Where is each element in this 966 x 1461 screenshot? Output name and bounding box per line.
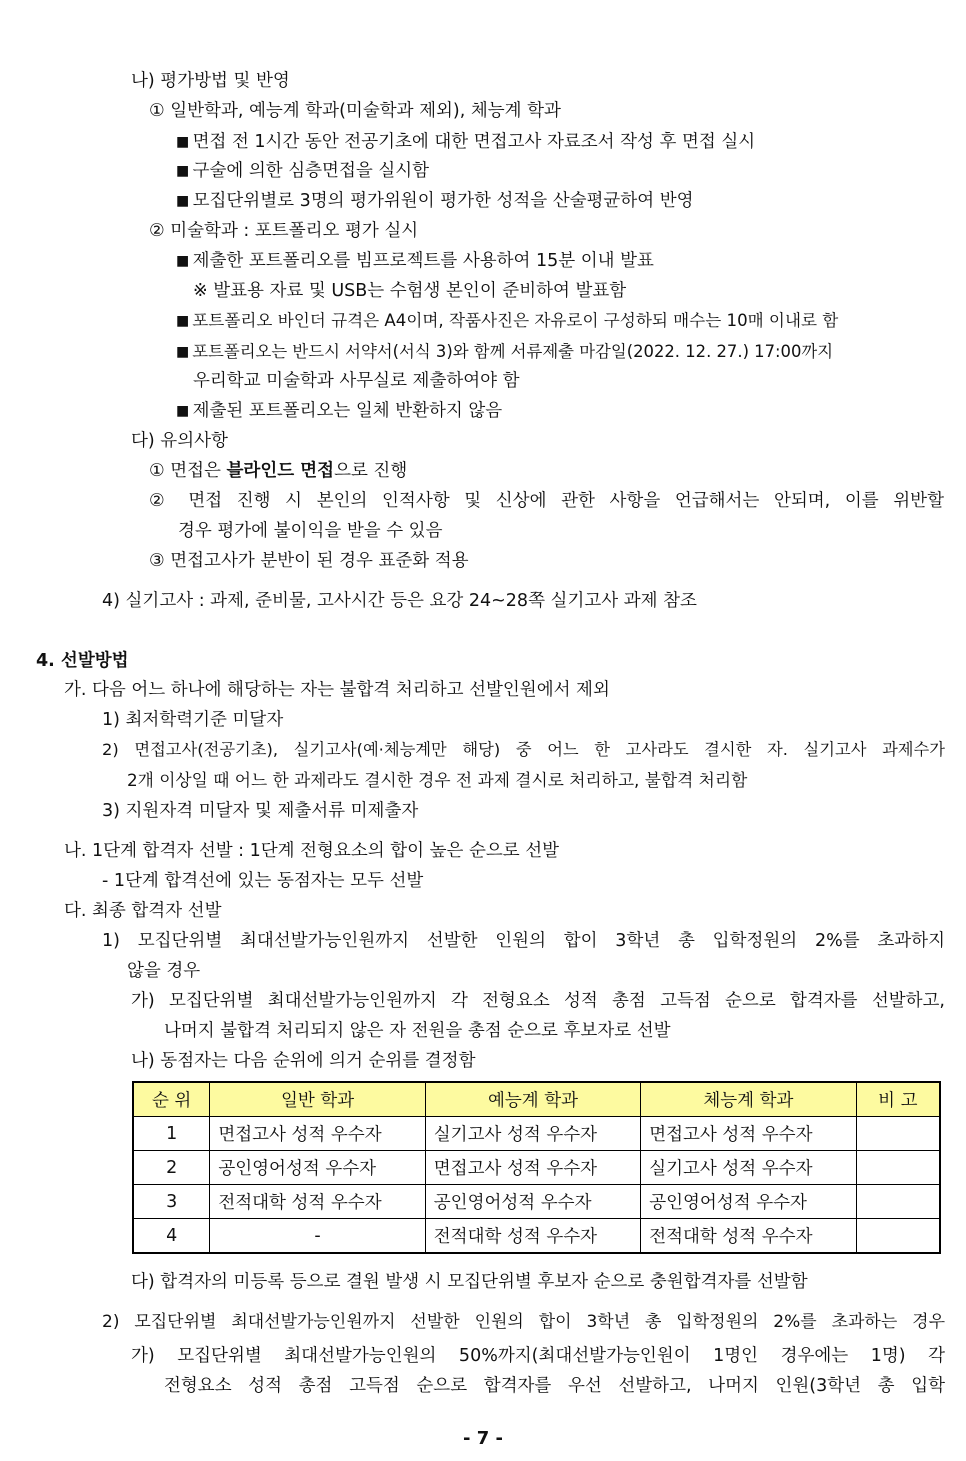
list-item: ■ 면접 전 1시간 동안 전공기초에 대한 면접고사 자료조서 작성 후 면접 실시 (176, 132, 756, 152)
caution-item-continuation: 경우 평가에 불이익을 받을 수 있음 (178, 521, 443, 541)
header-remarks: 비 고 (856, 1082, 940, 1117)
table-row (133, 1185, 940, 1219)
blind-interview-emphasis: 블라인드 면접 (226, 461, 335, 481)
list-item: ■ 모집단위별로 3명의 평가위원이 평가한 성적을 산술평균하여 반영 (176, 191, 694, 211)
remarks-cell (856, 1117, 940, 1151)
bullet-square-icon: ■ (176, 344, 190, 360)
header-arts-dept: 예능계 학과 (425, 1082, 640, 1117)
table-row (133, 1117, 940, 1151)
table-row (133, 1151, 940, 1185)
list-item-continuation: 2개 이상일 때 어느 한 과제라도 결시한 경우 전 과제 결시로 처리하고, 불합격 처리함 (127, 770, 748, 790)
list-item: 1) 최저학력기준 미달자 (102, 710, 284, 730)
list-item: 3) 지원자격 미달자 및 제출서류 미제출자 (102, 801, 419, 821)
rank-cell: 1 (133, 1117, 210, 1151)
table-cell: 면접고사 성적 우수자 (425, 1151, 640, 1185)
table-cell: 면접고사 성적 우수자 (641, 1117, 856, 1151)
remarks-cell (856, 1151, 940, 1185)
list-item: 다) 합격자의 미등록 등으로 결원 발생 시 모집단위별 후보자 순으로 충원합격자를 선발함 (131, 1272, 808, 1292)
header-general-dept: 일반 학과 (210, 1082, 425, 1117)
subsection-heading: 다. 최종 합격자 선발 (64, 901, 222, 921)
bullet-square-icon: ■ (176, 403, 190, 419)
caution-item: ② 면접 진행 시 본인의 인적사항 및 신상에 관한 사항을 언급해서는 안되며, 이를 위반할 (149, 491, 944, 511)
list-item-continuation: 우리학교 미술학과 사무실로 제출하여야 함 (193, 371, 520, 391)
cautions-heading: 다) 유의사항 (131, 431, 228, 451)
rank-cell: 2 (133, 1151, 210, 1185)
caution-item: ① 면접은 블라인드 면접으로 진행 (149, 461, 408, 481)
table-cell: 면접고사 성적 우수자 (210, 1117, 425, 1151)
list-item: 2) 모집단위별 최대선발가능인원까지 선발한 인원의 합이 3학년 총 입학정원의 2%를 초과하는 경우 (102, 1312, 945, 1332)
list-item-continuation: 나머지 불합격 처리되지 않은 자 전원을 총점 순으로 후보자로 선발 (164, 1021, 671, 1041)
table-cell: - (210, 1219, 425, 1254)
list-item-continuation: 않을 경우 (127, 961, 201, 981)
list-item: ■ 포트폴리오는 반드시 서약서(서식 3)와 함께 서류제출 마감일(2022. 12. 27.) 17:00까지 (176, 342, 834, 361)
list-item: 1) 모집단위별 최대선발가능인원까지 선발한 인원의 합이 3학년 총 입학정원의 2%를 초과하지 (102, 931, 945, 951)
table-cell: 전적대학 성적 우수자 (210, 1185, 425, 1219)
general-dept-heading: ① 일반학과, 예능계 학과(미술학과 제외), 체능계 학과 (149, 101, 561, 121)
table-cell: 전적대학 성적 우수자 (425, 1219, 640, 1254)
list-item: 가) 모집단위별 최대선발가능인원까지 각 전형요소 성적 총점 고득점 순으로 합격자를 선발하고, (131, 991, 945, 1011)
table-row (133, 1219, 940, 1254)
art-note: ※ 발표용 자료 및 USB는 수험생 본인이 준비하여 발표함 (193, 281, 627, 301)
list-item: ■ 제출한 포트폴리오를 빔프로젝트를 사용하여 15분 이내 발표 (176, 251, 654, 271)
table-cell: 공인영어성적 우수자 (641, 1185, 856, 1219)
table-cell: 실기고사 성적 우수자 (641, 1151, 856, 1185)
bullet-square-icon: ■ (176, 253, 190, 269)
practical-exam-item: 4) 실기고사 : 과제, 준비물, 고사시간 등은 요강 24~28쪽 실기고사 과제 참조 (102, 591, 697, 611)
list-item-continuation: 전형요소 성적 총점 고득점 순으로 합격자를 우선 선발하고, 나머지 인원(3학년 총 입학 (164, 1376, 945, 1396)
list-item: ■ 제출된 포트폴리오는 일체 반환하지 않음 (176, 401, 503, 421)
list-item: 2) 면접고사(전공기초), 실기고사(예·체능계만 해당) 중 어느 한 고사라도 결시한 자. 실기고사 과제수가 (102, 740, 945, 759)
rank-cell: 3 (133, 1185, 210, 1219)
bullet-square-icon: ■ (176, 193, 190, 209)
list-item: ■ 구술에 의한 심층면접을 실시함 (176, 161, 430, 181)
page-number: - 7 - (463, 1428, 503, 1449)
table-header-row (133, 1082, 940, 1117)
bullet-square-icon: ■ (176, 313, 190, 329)
header-sports-dept: 체능계 학과 (641, 1082, 856, 1117)
table-cell: 전적대학 성적 우수자 (641, 1219, 856, 1254)
section-title: 4. 선발방법 (36, 651, 129, 671)
header-rank: 순 위 (133, 1082, 210, 1117)
table-cell: 공인영어성적 우수자 (210, 1151, 425, 1185)
table-cell: 공인영어성적 우수자 (425, 1185, 640, 1219)
list-item: 가) 모집단위별 최대선발가능인원의 50%까지(최대선발가능인원이 1명인 경우에는 1명) 각 (131, 1346, 945, 1366)
list-item: - 1단계 합격선에 있는 동점자는 모두 선발 (102, 871, 424, 891)
tie-break-table (132, 1081, 941, 1254)
subsection-heading: 가. 다음 어느 하나에 해당하는 자는 불합격 처리하고 선발인원에서 제외 (64, 680, 610, 700)
list-item: 나) 동점자는 다음 순위에 의거 순위를 결정함 (131, 1051, 476, 1071)
evaluation-heading: 나) 평가방법 및 반영 (131, 71, 290, 91)
remarks-cell (856, 1185, 940, 1219)
art-dept-heading: ② 미술학과 : 포트폴리오 평가 실시 (149, 221, 419, 241)
list-item: ■ 포트폴리오 바인더 규격은 A4이며, 작품사진은 자유로이 구성하되 매수는 10매 이내로 함 (176, 311, 839, 330)
remarks-cell (856, 1219, 940, 1254)
bullet-square-icon: ■ (176, 134, 190, 150)
bullet-square-icon: ■ (176, 163, 190, 179)
caution-item: ③ 면접고사가 분반이 된 경우 표준화 적용 (149, 551, 469, 571)
table-cell: 실기고사 성적 우수자 (425, 1117, 640, 1151)
rank-cell: 4 (133, 1219, 210, 1254)
subsection-heading: 나. 1단계 합격자 선발 : 1단계 전형요소의 합이 높은 순으로 선발 (64, 841, 560, 861)
